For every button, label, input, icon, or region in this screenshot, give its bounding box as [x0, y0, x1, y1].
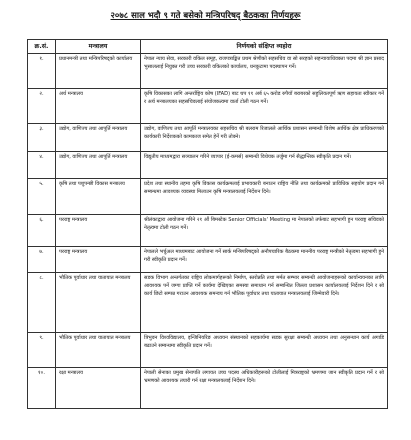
row-ministry: उद्योग, वाणिज्य तथा आपूर्ति मन्त्रालय: [56, 152, 141, 179]
table-row: [28, 54, 388, 89]
row-decision-text: कृषि विकासका लागि अन्तर्राष्ट्रिय कोष (IFAD) बाट थप ११ अर्ब ६५ करोड रुपैयाँ बराबरको सहुलियतपूर्ण ऋण सहायता स्वीकार गर्ने र अर्थ मन्त्रालयका सहसचिवलाई संयोजकत्वमा वार्ता टोली गठन गर्ने।: [144, 91, 384, 106]
row-ministry: भौतिक पूर्वाधार तथा यातायात मन्त्रालय: [56, 273, 141, 333]
row-decision: [141, 215, 388, 247]
row-decision-text: नेपाली सेनाका प्रमुख सेनापति लगायत उच्च पदस्थ अधिकारीहरूको टोलीलाई मित्रराष्ट्रको भ्रमणमा जान स्वीकृति प्रदान गर्ने र सो भ्रमणको आवश्यक तयारी गर्न रक्षा मन्त्रालयलाई निर्देशन दिने।: [144, 370, 384, 385]
row-serial-number: २.: [28, 89, 56, 124]
header-decision-summary: निर्णयको संक्षिप्त व्यहोरा: [141, 40, 388, 54]
row-decision: [141, 247, 388, 273]
row-decision-text: सडक विभाग अन्तर्गतका राष्ट्रिय लोकमार्गहरूको निर्माण, स्तरोन्नति तथा मर्मत सम्भार सम्बन्धी आयोजनाहरूको कार्यान्वयनका लागि आवश्यक पर्ने जग्गा प्राप्ति गर्ने कार्यमा देखिएका समस्या समाधान गर्न सम्बन्धित जिल्ला प्रशासन कार्यालयलाई निर्देशन दिने र सो कार्य छिटो सम्पन्न गराउन आवश्यक समन्वय गर्न भौतिक पूर्वाधार तथा यातायात मन्त्रालयलाई जिम्मेवारी दिने।: [144, 275, 384, 298]
row-serial-number: ५.: [28, 179, 56, 215]
decisions-table: [27, 39, 388, 409]
table-row: [28, 368, 388, 409]
row-serial-number: ४.: [28, 152, 56, 179]
row-decision: [141, 179, 388, 215]
row-decision-text: नेपाल न्याय सेवा, सरकारी वकिल समूह, राजपत्राङ्कित प्रथम श्रेणीको सहसचिव वा सो सरहको सहन्यायाधिवक्ता पदमा श्री ज्ञान प्रसाद भुसाललाई नियुक्त गरी उच्च सरकारी वकिलको कार्यालय, धनकुटामा पदस्थापन गर्ने।: [144, 56, 384, 71]
row-ministry: भौतिक पूर्वाधार तथा यातायात मन्त्रालय: [56, 333, 141, 368]
row-serial-number: ७.: [28, 247, 56, 273]
row-decision-text: त्रिभुवन विश्वविद्यालय, इन्जिनियरिङ अध्ययन संस्थानको सहकार्यमा सडक सुरक्षा सम्बन्धी अध्ययन तथा अनुसन्धान कार्य अगाडि बढाउने सम्बन्धमा स्वीकृति प्रदान गर्ने।: [144, 335, 384, 350]
row-serial-number: ८.: [28, 273, 56, 333]
row-decision-text: उद्योग, वाणिज्य तथा आपूर्ति मन्त्रालयका सहसचिव श्री बलराम रिजालले आर्थिक प्रशासन सम्बन्धी विशेष आर्थिक क्षेत्र प्राधिकरणको कार्यकारी निर्देशकको कामकाज समेत हेर्ने गरी तोक्ने।: [144, 126, 384, 141]
row-ministry: रक्षा मन्त्रालय: [56, 368, 141, 409]
row-decision: [141, 333, 388, 368]
row-serial-number: १.: [28, 54, 56, 89]
table-row: [28, 273, 388, 333]
row-serial-number: ६.: [28, 215, 56, 247]
table-row: [28, 333, 388, 368]
table-row: [28, 152, 388, 179]
row-decision: [141, 124, 388, 152]
row-decision-text: प्रदेश तथा स्थानीय तहमा कृषि विकास कार्यक्रमलाई प्रभावकारी बनाउन राष्ट्रिय नीति तथा कार्यक्रमको प्राविधिक सहयोग प्रदान गर्ने सम्बन्धमा आवश्यक व्यवस्था मिलाउन कृषि मन्त्रालयलाई निर्देशन दिने।: [144, 181, 384, 196]
row-serial-number: ९.: [28, 333, 56, 368]
table-header-row: [28, 40, 388, 54]
row-decision: [141, 152, 388, 179]
row-ministry: प्रधानमन्त्री तथा मन्त्रिपरिषद्को कार्यालय: [56, 54, 141, 89]
row-decision: [141, 273, 388, 333]
table-row: [28, 124, 388, 152]
document-title: २०७८ साल भदौ ९ गते बसेको मन्त्रिपरिषद् बैठकका निर्णयहरू: [110, 11, 301, 21]
row-ministry: कृषि तथा पशुपन्छी विकास मन्त्रालय: [56, 179, 141, 215]
row-ministry: परराष्ट्र मन्त्रालय: [56, 215, 141, 247]
row-decision-text: श्रीलंकाद्वारा आयोजना गरिने २१ औं बिमस्टेक Senior Officials' Meeting मा नेपालको तर्फबाट सहभागी हुन परराष्ट्र सचिवको नेतृत्वमा टोली गठन गर्ने।: [144, 217, 384, 232]
row-serial-number: ३.: [28, 124, 56, 152]
row-decision-text: विद्युतीय माध्यमद्वारा सञ्चालन गरिने व्यापार (ई-कमर्स) सम्बन्धी विधेयक तर्जुमा गर्न सैद्धान्तिक स्वीकृति प्रदान गर्ने।: [144, 154, 352, 160]
row-ministry: परराष्ट्र मन्त्रालय: [56, 247, 141, 273]
header-serial-number: क्र.सं.: [28, 40, 56, 54]
row-decision-text: नेपालले भर्चुअल माध्यमबाट आयोजना गर्ने सार्क मन्त्रिपरिषद्को अनौपचारिक बैठकमा माननीय परराष्ट्र मन्त्रीको नेतृत्वमा सहभागी हुने गरी स्वीकृति प्रदान गर्ने।: [144, 249, 384, 264]
row-ministry: अर्थ मन्त्रालय: [56, 89, 141, 124]
row-ministry: उद्योग, वाणिज्य तथा आपूर्ति मन्त्रालय: [56, 124, 141, 152]
table-row: [28, 179, 388, 215]
row-decision: [141, 54, 388, 89]
table-row: [28, 247, 388, 273]
row-decision: [141, 368, 388, 409]
row-decision: [141, 89, 388, 124]
table-row: [28, 89, 388, 124]
row-serial-number: १०.: [28, 368, 56, 409]
table-row: [28, 215, 388, 247]
header-ministry: मन्त्रालय: [56, 40, 141, 54]
